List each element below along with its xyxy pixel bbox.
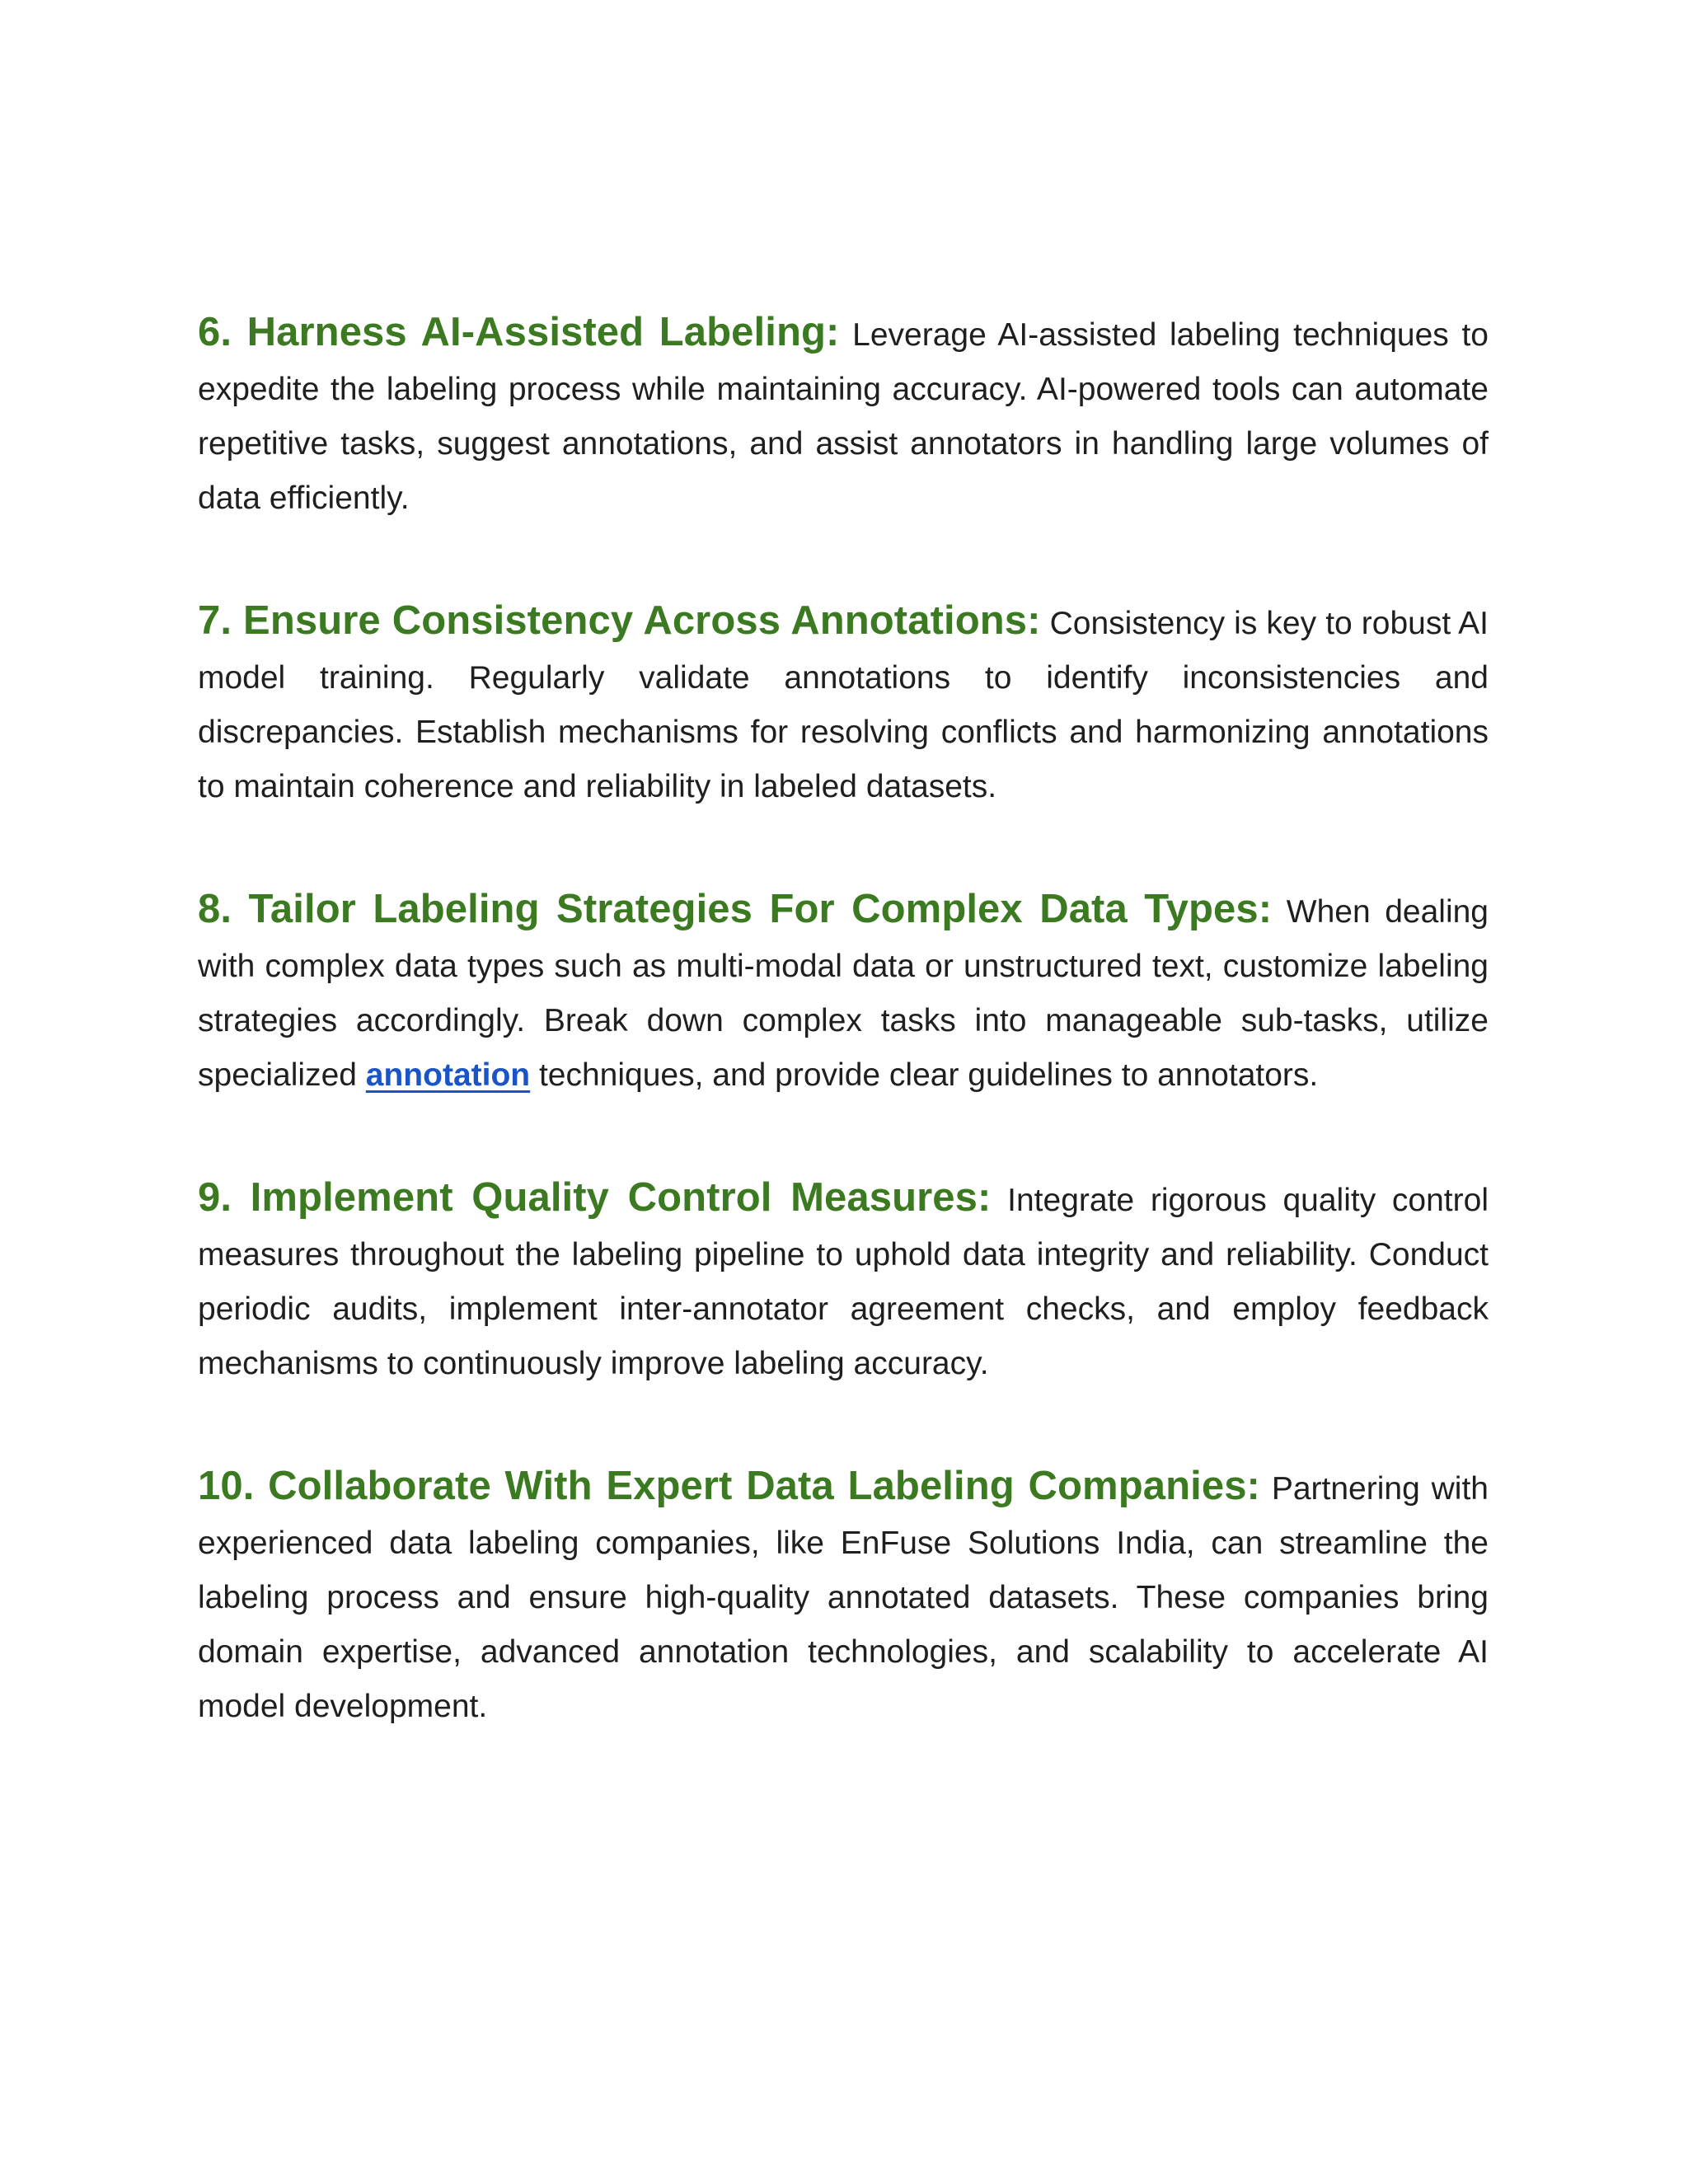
section-body: Consistency is key to robust AI model training. Regularly validate annotations to identify inconsistencies and discrepancies. Establish mechanisms for resolving conflicts and harmonizing annotations to maintain coherence and reliability in labeled datasets. bbox=[198, 606, 1489, 804]
section-body: Leverage AI-assisted labeling techniques to expedite the labeling process while maintaining accuracy. AI-powered tools can automate repetitive tasks, suggest annotations, and assist annotators in handling large volumes of data efficiently. bbox=[198, 317, 1489, 516]
annotation-link[interactable]: annotation bbox=[365, 1057, 531, 1093]
section-heading: 7. Ensure Consistency Across Annotations: bbox=[198, 598, 1041, 643]
section-quality-control bbox=[198, 1170, 1489, 1391]
section-body-after-link: techniques, and provide clear guidelines to annotators. bbox=[538, 1057, 1319, 1093]
section-ai-assisted-labeling bbox=[198, 305, 1489, 526]
section-heading: 8. Tailor Labeling Strategies For Complex Data Types: bbox=[198, 887, 1273, 931]
section-complex-data-types bbox=[198, 882, 1489, 1103]
section-body-before-link: When dealing with complex data types such as multi-modal data or unstructured text, customize labeling strategies accordingly. Break down complex tasks into manageable sub-tasks, utilize specialized bbox=[198, 894, 1489, 1093]
section-heading: 10. Collaborate With Expert Data Labeling Companies: bbox=[198, 1464, 1260, 1508]
document-page bbox=[198, 305, 1489, 1802]
section-heading: 6. Harness AI-Assisted Labeling: bbox=[198, 310, 840, 354]
section-body: Partnering with experienced data labeling companies, like EnFuse Solutions India, can streamline the labeling process and ensure high-quality annotated datasets. These companies bring domain expertise, advanced annotation technologies, and scalability to accelerate AI model development. bbox=[198, 1471, 1489, 1724]
section-body: Integrate rigorous quality control measures throughout the labeling pipeline to uphold data integrity and reliability. Conduct periodic audits, implement inter-annotator agreement checks, and employ feedback mechanisms to continuously improve labeling accuracy. bbox=[198, 1183, 1489, 1381]
section-heading: 9. Implement Quality Control Measures: bbox=[198, 1175, 992, 1220]
section-collaborate-experts bbox=[198, 1459, 1489, 1734]
section-consistency bbox=[198, 593, 1489, 814]
